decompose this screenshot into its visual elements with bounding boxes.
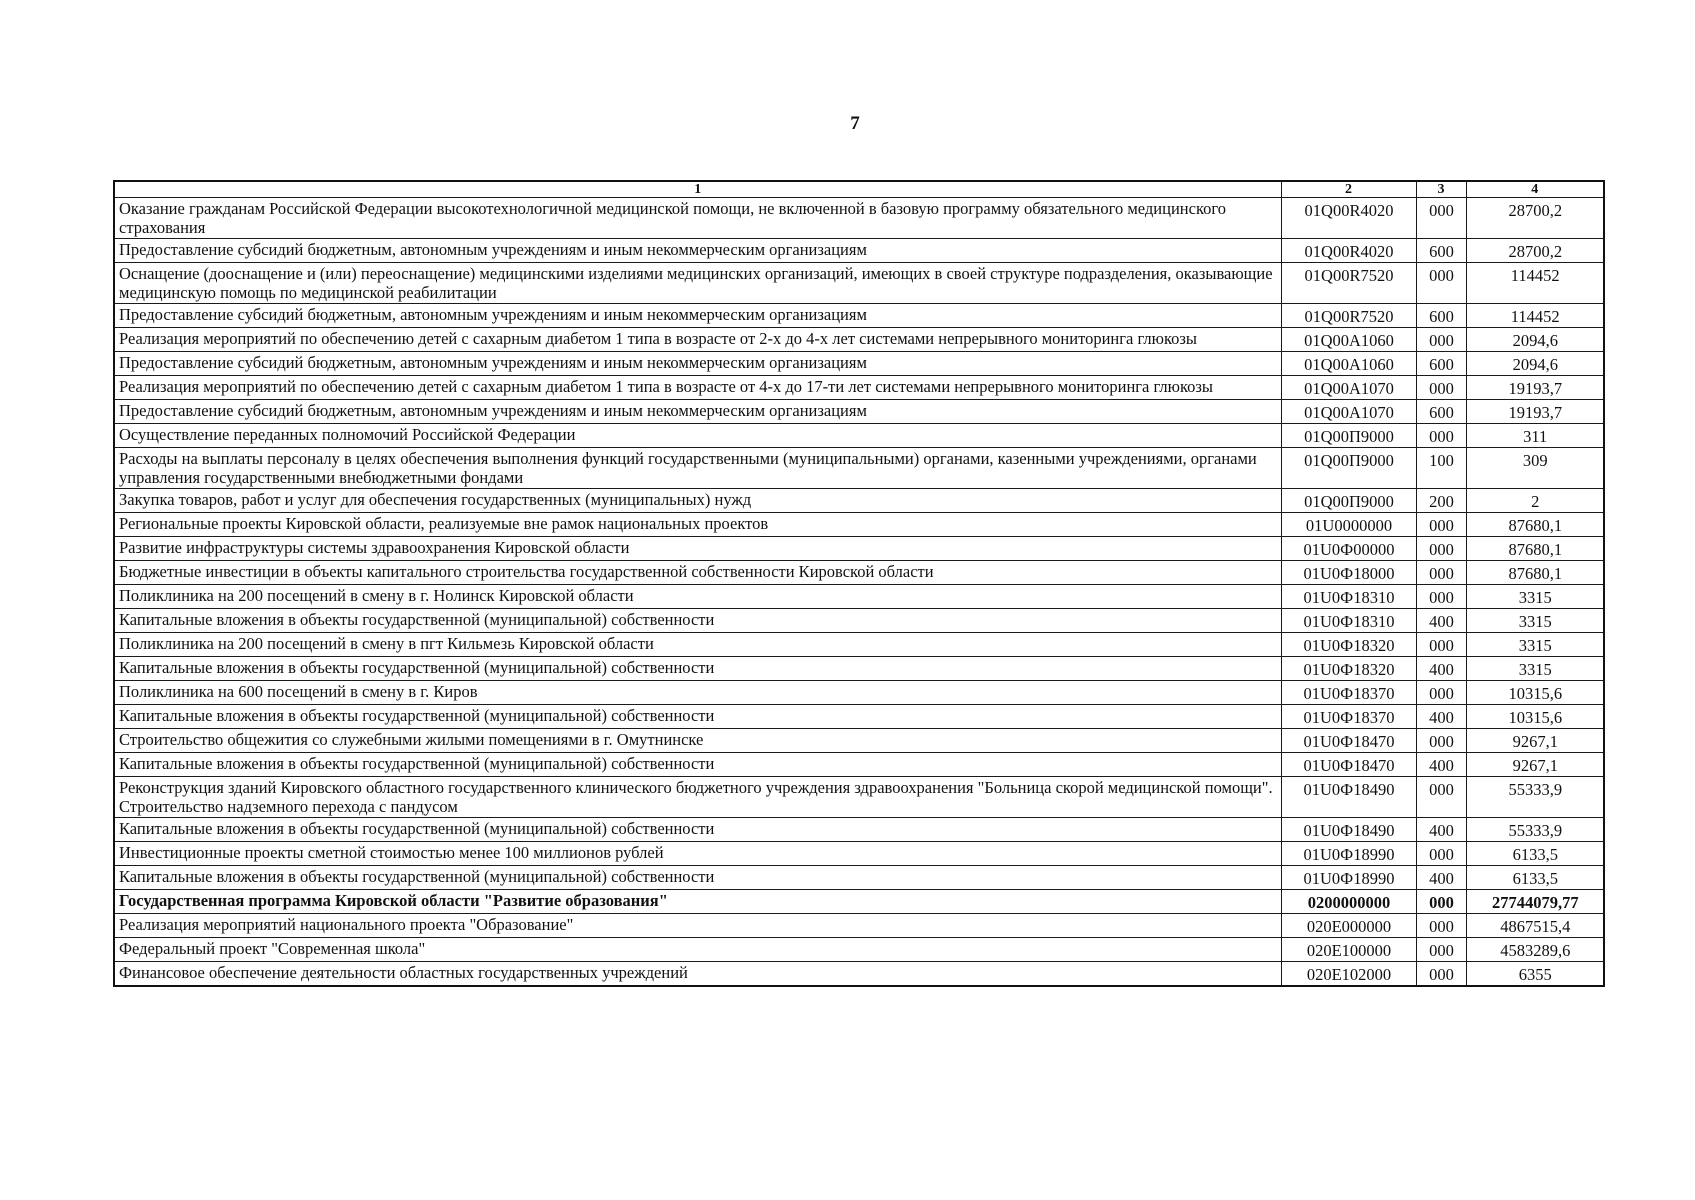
row-sum-cell: 309 bbox=[1466, 448, 1604, 489]
row-sum-cell: 3315 bbox=[1466, 609, 1604, 633]
row-name-cell: Капитальные вложения в объекты государственной (муниципальной) собственности bbox=[114, 657, 1281, 681]
row-name-cell: Капитальные вложения в объекты государственной (муниципальной) собственности bbox=[114, 705, 1281, 729]
row-type-cell: 000 bbox=[1416, 263, 1466, 304]
row-sum-cell: 3315 bbox=[1466, 633, 1604, 657]
row-code-cell: 01U0Ф18370 bbox=[1281, 681, 1416, 705]
row-code-cell: 01Q00A1070 bbox=[1281, 376, 1416, 400]
row-sum-cell: 9267,1 bbox=[1466, 729, 1604, 753]
table-row bbox=[114, 681, 1604, 705]
row-type-cell: 600 bbox=[1416, 400, 1466, 424]
row-sum-cell: 19193,7 bbox=[1466, 400, 1604, 424]
row-type-cell: 000 bbox=[1416, 633, 1466, 657]
table-row bbox=[114, 818, 1604, 842]
row-name-cell: Предоставление субсидий бюджетным, автономным учреждениям и иным некоммерческим организациям bbox=[114, 352, 1281, 376]
row-name-cell: Поликлиника на 600 посещений в смену в г. Киров bbox=[114, 681, 1281, 705]
row-sum-cell: 114452 bbox=[1466, 263, 1604, 304]
row-code-cell: 01Q00П9000 bbox=[1281, 489, 1416, 513]
row-type-cell: 200 bbox=[1416, 489, 1466, 513]
row-name-cell: Предоставление субсидий бюджетным, автономным учреждениям и иным некоммерческим организациям bbox=[114, 400, 1281, 424]
row-code-cell: 0200000000 bbox=[1281, 890, 1416, 914]
row-sum-cell: 19193,7 bbox=[1466, 376, 1604, 400]
row-code-cell: 01Q00П9000 bbox=[1281, 424, 1416, 448]
table-row bbox=[114, 328, 1604, 352]
header-col-2: 2 bbox=[1281, 181, 1416, 198]
table-row bbox=[114, 263, 1604, 304]
row-sum-cell: 28700,2 bbox=[1466, 198, 1604, 239]
row-code-cell: 01U0Ф18320 bbox=[1281, 633, 1416, 657]
row-sum-cell: 9267,1 bbox=[1466, 753, 1604, 777]
table-row bbox=[114, 198, 1604, 239]
row-code-cell: 01U0Ф18320 bbox=[1281, 657, 1416, 681]
row-name-cell: Реализация мероприятий национального проекта "Образование" bbox=[114, 914, 1281, 938]
row-name-cell: Предоставление субсидий бюджетным, автономным учреждениям и иным некоммерческим организациям bbox=[114, 304, 1281, 328]
row-code-cell: 01Q00R7520 bbox=[1281, 304, 1416, 328]
row-code-cell: 020E100000 bbox=[1281, 938, 1416, 962]
row-type-cell: 400 bbox=[1416, 609, 1466, 633]
table-row bbox=[114, 239, 1604, 263]
row-name-cell: Оказание гражданам Российской Федерации высокотехнологичной медицинской помощи, не включенной в базовую программу обязательного медицинского страхования bbox=[114, 198, 1281, 239]
row-code-cell: 01U0Ф18310 bbox=[1281, 609, 1416, 633]
row-sum-cell: 55333,9 bbox=[1466, 777, 1604, 818]
row-type-cell: 400 bbox=[1416, 705, 1466, 729]
table-row bbox=[114, 890, 1604, 914]
row-name-cell: Предоставление субсидий бюджетным, автономным учреждениям и иным некоммерческим организациям bbox=[114, 239, 1281, 263]
row-name-cell: Бюджетные инвестиции в объекты капитального строительства государственной собственности Кировской области bbox=[114, 561, 1281, 585]
row-sum-cell: 55333,9 bbox=[1466, 818, 1604, 842]
row-name-cell: Развитие инфраструктуры системы здравоохранения Кировской области bbox=[114, 537, 1281, 561]
row-type-cell: 000 bbox=[1416, 585, 1466, 609]
row-code-cell: 01U0Ф18990 bbox=[1281, 842, 1416, 866]
row-name-cell: Оснащение (дооснащение и (или) переоснащение) медицинскими изделиями медицинских организаций, имеющих в своей структуре подразделения, оказывающие медицинскую помощь по медицинской реабилитации bbox=[114, 263, 1281, 304]
row-type-cell: 400 bbox=[1416, 818, 1466, 842]
row-name-cell: Капитальные вложения в объекты государственной (муниципальной) собственности bbox=[114, 818, 1281, 842]
row-code-cell: 01Q00R4020 bbox=[1281, 239, 1416, 263]
row-code-cell: 01Q00R7520 bbox=[1281, 263, 1416, 304]
table-row bbox=[114, 729, 1604, 753]
row-name-cell: Реализация мероприятий по обеспечению детей с сахарным диабетом 1 типа в возрасте от 4-х до 17-ти лет системами непрерывного мониторинга глюкозы bbox=[114, 376, 1281, 400]
table-row bbox=[114, 537, 1604, 561]
row-code-cell: 01Q00П9000 bbox=[1281, 448, 1416, 489]
row-code-cell: 01U0Ф18990 bbox=[1281, 866, 1416, 890]
row-type-cell: 600 bbox=[1416, 304, 1466, 328]
row-type-cell: 100 bbox=[1416, 448, 1466, 489]
row-sum-cell: 3315 bbox=[1466, 657, 1604, 681]
row-name-cell: Осуществление переданных полномочий Российской Федерации bbox=[114, 424, 1281, 448]
row-type-cell: 000 bbox=[1416, 962, 1466, 987]
row-code-cell: 01U0Ф18490 bbox=[1281, 818, 1416, 842]
table-row bbox=[114, 705, 1604, 729]
row-code-cell: 01U0Ф18470 bbox=[1281, 753, 1416, 777]
row-name-cell: Поликлиника на 200 посещений в смену в г. Нолинск Кировской области bbox=[114, 585, 1281, 609]
row-sum-cell: 87680,1 bbox=[1466, 513, 1604, 537]
row-code-cell: 01U0Ф18000 bbox=[1281, 561, 1416, 585]
row-code-cell: 01Q00A1060 bbox=[1281, 328, 1416, 352]
row-type-cell: 600 bbox=[1416, 352, 1466, 376]
row-name-cell: Региональные проекты Кировской области, реализуемые вне рамок национальных проектов bbox=[114, 513, 1281, 537]
table-row bbox=[114, 609, 1604, 633]
row-name-cell: Закупка товаров, работ и услуг для обеспечения государственных (муниципальных) нужд bbox=[114, 489, 1281, 513]
row-sum-cell: 6355 bbox=[1466, 962, 1604, 987]
table-row bbox=[114, 866, 1604, 890]
row-name-cell: Капитальные вложения в объекты государственной (муниципальной) собственности bbox=[114, 753, 1281, 777]
table-row bbox=[114, 448, 1604, 489]
row-type-cell: 000 bbox=[1416, 890, 1466, 914]
row-name-cell: Финансовое обеспечение деятельности областных государственных учреждений bbox=[114, 962, 1281, 987]
row-name-cell: Реализация мероприятий по обеспечению детей с сахарным диабетом 1 типа в возрасте от 2-х до 4-х лет системами непрерывного мониторинга глюкозы bbox=[114, 328, 1281, 352]
row-type-cell: 000 bbox=[1416, 938, 1466, 962]
header-col-3: 3 bbox=[1416, 181, 1466, 198]
row-sum-cell: 28700,2 bbox=[1466, 239, 1604, 263]
row-code-cell: 01Q00R4020 bbox=[1281, 198, 1416, 239]
table-row bbox=[114, 352, 1604, 376]
row-type-cell: 000 bbox=[1416, 376, 1466, 400]
row-code-cell: 01Q00A1060 bbox=[1281, 352, 1416, 376]
table-row bbox=[114, 489, 1604, 513]
row-name-cell: Капитальные вложения в объекты государственной (муниципальной) собственности bbox=[114, 866, 1281, 890]
row-type-cell: 000 bbox=[1416, 777, 1466, 818]
row-code-cell: 01U0Ф18490 bbox=[1281, 777, 1416, 818]
header-col-4: 4 bbox=[1466, 181, 1604, 198]
header-col-1: 1 bbox=[114, 181, 1281, 198]
row-type-cell: 000 bbox=[1416, 198, 1466, 239]
row-type-cell: 000 bbox=[1416, 513, 1466, 537]
row-sum-cell: 3315 bbox=[1466, 585, 1604, 609]
row-type-cell: 400 bbox=[1416, 753, 1466, 777]
table-row bbox=[114, 400, 1604, 424]
row-code-cell: 01U0Ф18370 bbox=[1281, 705, 1416, 729]
table-row bbox=[114, 424, 1604, 448]
row-name-cell: Капитальные вложения в объекты государственной (муниципальной) собственности bbox=[114, 609, 1281, 633]
table-row bbox=[114, 657, 1604, 681]
budget-table bbox=[113, 180, 1605, 987]
row-type-cell: 000 bbox=[1416, 537, 1466, 561]
row-code-cell: 01U0Ф00000 bbox=[1281, 537, 1416, 561]
row-sum-cell: 87680,1 bbox=[1466, 537, 1604, 561]
row-name-cell: Инвестиционные проекты сметной стоимостью менее 100 миллионов рублей bbox=[114, 842, 1281, 866]
row-sum-cell: 10315,6 bbox=[1466, 705, 1604, 729]
row-sum-cell: 2094,6 bbox=[1466, 352, 1604, 376]
row-sum-cell: 6133,5 bbox=[1466, 866, 1604, 890]
row-sum-cell: 311 bbox=[1466, 424, 1604, 448]
page-number: 7 bbox=[850, 113, 860, 134]
row-code-cell: 020E000000 bbox=[1281, 914, 1416, 938]
row-name-cell: Реконструкция зданий Кировского областного государственного клинического бюджетного учреждения здравоохранения "Больница скорой медицинской помощи". Строительство надземного перехода с пандусом bbox=[114, 777, 1281, 818]
row-type-cell: 000 bbox=[1416, 328, 1466, 352]
table-row bbox=[114, 753, 1604, 777]
row-sum-cell: 4583289,6 bbox=[1466, 938, 1604, 962]
table-row bbox=[114, 513, 1604, 537]
table-row bbox=[114, 777, 1604, 818]
row-type-cell: 000 bbox=[1416, 914, 1466, 938]
row-sum-cell: 2094,6 bbox=[1466, 328, 1604, 352]
row-sum-cell: 114452 bbox=[1466, 304, 1604, 328]
table-row bbox=[114, 842, 1604, 866]
table-row bbox=[114, 962, 1604, 987]
table-row bbox=[114, 304, 1604, 328]
table-row bbox=[114, 561, 1604, 585]
table-row bbox=[114, 376, 1604, 400]
row-code-cell: 01U0Ф18310 bbox=[1281, 585, 1416, 609]
row-type-cell: 000 bbox=[1416, 729, 1466, 753]
row-type-cell: 400 bbox=[1416, 866, 1466, 890]
table-row bbox=[114, 585, 1604, 609]
table-row bbox=[114, 938, 1604, 962]
row-sum-cell: 87680,1 bbox=[1466, 561, 1604, 585]
row-name-cell: Строительство общежития со служебными жилыми помещениями в г. Омутнинске bbox=[114, 729, 1281, 753]
row-sum-cell: 27744079,77 bbox=[1466, 890, 1604, 914]
row-type-cell: 000 bbox=[1416, 842, 1466, 866]
row-type-cell: 400 bbox=[1416, 657, 1466, 681]
row-sum-cell: 10315,6 bbox=[1466, 681, 1604, 705]
row-type-cell: 000 bbox=[1416, 424, 1466, 448]
table-row bbox=[114, 633, 1604, 657]
row-code-cell: 01U0000000 bbox=[1281, 513, 1416, 537]
row-type-cell: 000 bbox=[1416, 561, 1466, 585]
row-code-cell: 01Q00A1070 bbox=[1281, 400, 1416, 424]
row-name-cell: Расходы на выплаты персоналу в целях обеспечения выполнения функций государственными (муниципальными) органами, казенными учреждениями, органами управления государственными внебюджетными фондами bbox=[114, 448, 1281, 489]
row-name-cell: Федеральный проект "Современная школа" bbox=[114, 938, 1281, 962]
row-sum-cell: 6133,5 bbox=[1466, 842, 1604, 866]
table-header-row bbox=[114, 181, 1604, 198]
row-name-cell: Государственная программа Кировской области "Развитие образования" bbox=[114, 890, 1281, 914]
row-sum-cell: 4867515,4 bbox=[1466, 914, 1604, 938]
row-code-cell: 020E102000 bbox=[1281, 962, 1416, 987]
row-sum-cell: 2 bbox=[1466, 489, 1604, 513]
row-type-cell: 600 bbox=[1416, 239, 1466, 263]
table-row bbox=[114, 914, 1604, 938]
row-code-cell: 01U0Ф18470 bbox=[1281, 729, 1416, 753]
row-name-cell: Поликлиника на 200 посещений в смену в пгт Кильмезь Кировской области bbox=[114, 633, 1281, 657]
row-type-cell: 000 bbox=[1416, 681, 1466, 705]
